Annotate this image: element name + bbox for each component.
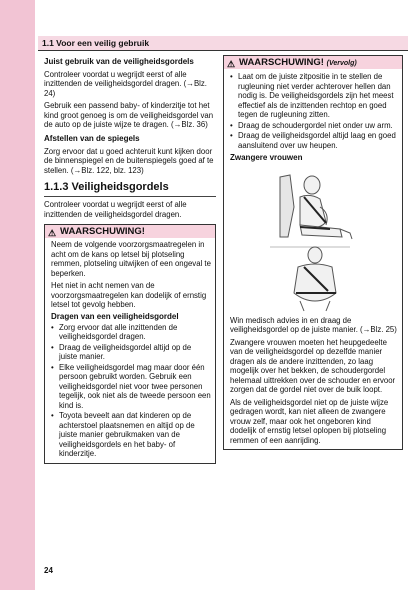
- warning-header: [224, 56, 402, 69]
- heading-seatbelt-use: Juist gebruik van de veiligheidsgordels: [44, 57, 194, 66]
- chapter-tab: [0, 0, 35, 590]
- section-header-bar: [38, 36, 408, 51]
- pregnant-seatbelt-illustration: [230, 167, 398, 313]
- left-column: [44, 55, 216, 464]
- warning-box-continued: [223, 55, 403, 450]
- warning-title: WAARSCHUWING!: [60, 226, 145, 238]
- seated-woman-illustration: [260, 167, 370, 313]
- warning-box: [44, 224, 216, 463]
- list-item: • Draag de schoudergordel niet onder uw arm.: [230, 121, 398, 131]
- list-item: • Laat om de juiste zitpositie in te stellen de rugleuning niet verder achterover hellen dan nodig is. De veiligheidsgordels zijn het meest effectief als de inzittenden rechtop en goed tegen de rugleuning zitten.: [230, 72, 398, 120]
- section-title: 1.1.3 Veiligheidsgordels: [44, 181, 216, 197]
- warning-text: Neem de volgende voorzorgsmaatregelen in acht om de kans op letsel bij plotseling remmen, plotseling uitwijken of een ongeval te beperken.: [51, 240, 211, 278]
- warning-body: [45, 238, 215, 462]
- paragraph: Win medisch advies in en draag de veiligheidsgordel op de juiste manier. (→Blz. 25): [230, 315, 397, 335]
- heading-mirrors: Afstellen van de spiegels: [44, 133, 140, 143]
- paragraph: Zorg ervoor dat u goed achteruit kunt kijken door de binnenspiegel en de buitenspiegels goed af te stellen. (→Blz. 122, blz. 123): [44, 146, 214, 175]
- warning-subheading: Dragen van een veiligheidsgordel: [51, 311, 179, 321]
- warning-triangle-icon: ⚠: [48, 228, 57, 239]
- warning-title: WAARSCHUWING!: [239, 57, 324, 68]
- list-item: • Elke veiligheidsgordel mag maar door één persoon gebruikt worden. Gebruik een veiligheidsgordel niet voor twee personen tegelijk, ook niet als de tweede persoon een kind is.: [51, 363, 211, 411]
- warning-triangle-icon: ⚠: [227, 59, 236, 69]
- paragraph: Als de veiligheidsgordel niet op de juiste wijze gedragen wordt, kan niet alleen de zwangere vrouw zelf, maar ook het ongeboren kind dodelijk of ernstig letsel oplopen bij plotseling remmen of een aanrijding.: [230, 397, 389, 445]
- right-column: [223, 55, 403, 450]
- warning-list: [230, 72, 398, 150]
- list-item: • Draag de veiligheidsgordel altijd op de juiste manier.: [51, 343, 211, 362]
- paragraph: Zwangere vrouwen moeten het heupgedeelte van de veiligheidsgordel op dezelfde manier dragen als de andere inzittenden, zo laag mogelijk over het bekken, de schoudergordel helemaal uittrekken over de schouder en ervoor zorgen dat de gordel niet over de buik loopt.: [230, 337, 396, 395]
- page-number: 24: [44, 566, 53, 575]
- warning-continued-label: (Vervolg): [326, 60, 357, 67]
- warning-body: [224, 69, 402, 449]
- paragraph: Controleer voordat u wegrijdt eerst of alle inzittenden de veiligheidsgordel dragen. (→Blz. 24): [44, 69, 207, 98]
- paragraph: Gebruik een passend baby- of kinderzitje tot het kind groot genoeg is om de veiligheidsgordel van de auto op de juiste wijze te dragen. (→Blz. 36): [44, 101, 214, 130]
- list-item: • Draag de veiligheidsgordel altijd laag en goed aansluitend over uw heupen.: [230, 131, 398, 150]
- warning-text: Het niet in acht nemen van de voorzorgsmaatregelen kan dodelijk of ernstig letsel tot gevolg hebben.: [51, 281, 207, 310]
- list-item: • Toyota beveelt aan dat kinderen op de achterstoel plaatsnemen en altijd op de juiste manier gebruikmaken van de veiligheidsgordels en het baby- of kinderzitje.: [51, 411, 211, 459]
- heading-pregnant: Zwangere vrouwen: [230, 153, 303, 162]
- section-header-text: 1.1 Voor een veilig gebruik: [42, 38, 150, 48]
- paragraph: Controleer voordat u wegrijdt eerst of alle inzittenden de veiligheidsgordel dragen.: [44, 200, 187, 219]
- list-item: • Zorg ervoor dat alle inzittenden de veiligheidsgordel dragen.: [51, 323, 211, 342]
- warning-header: [45, 225, 215, 238]
- warning-list: [51, 323, 211, 459]
